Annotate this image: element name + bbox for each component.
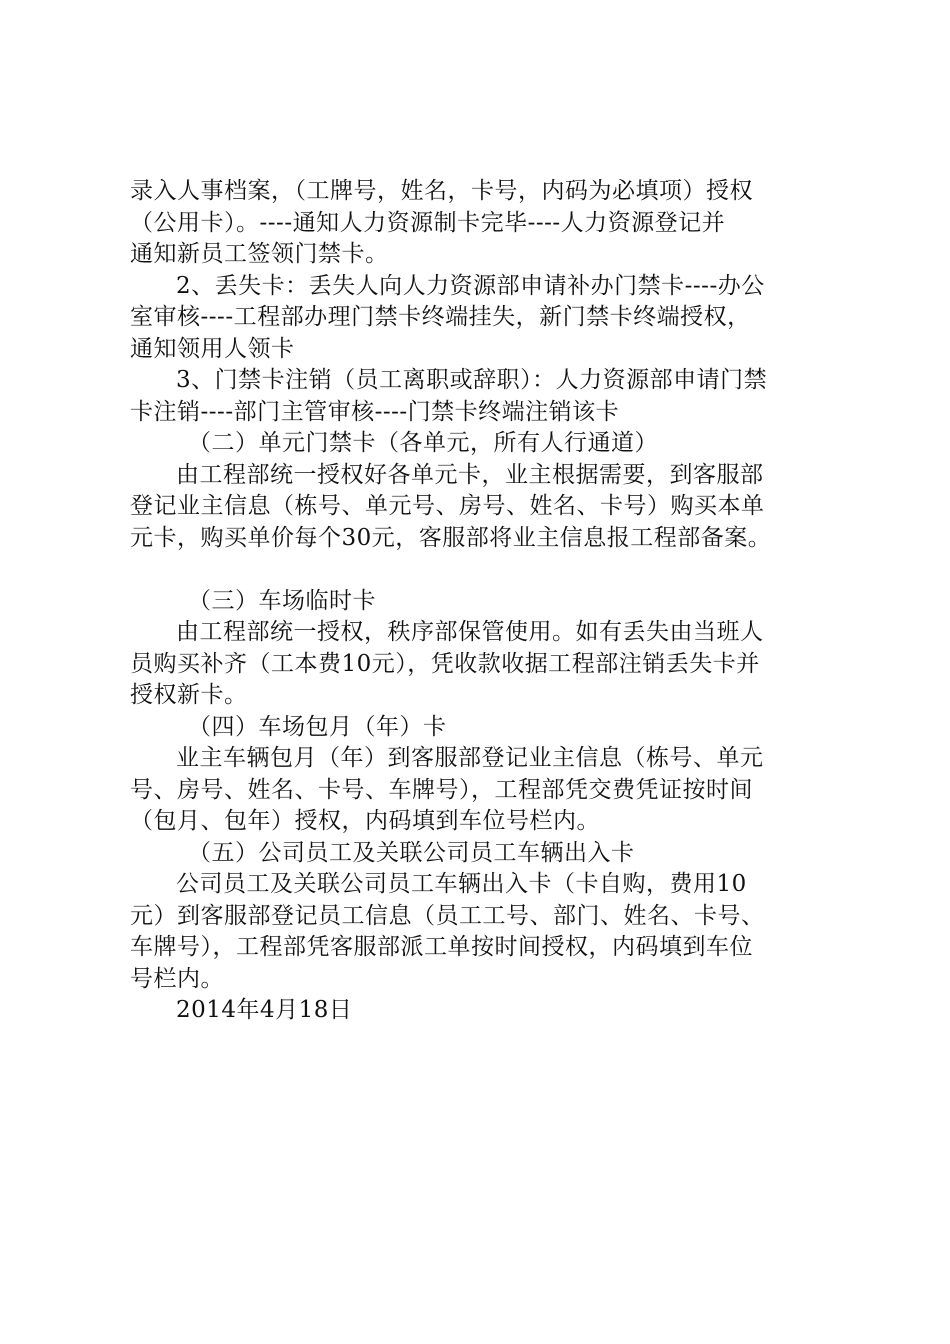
text-line: 卡注销----部门主管审核----门禁卡终端注销该卡 [130,398,620,425]
document-page [130,176,830,1027]
section-heading-2: （二）单元门禁卡（各单元，所有人行通道） [188,430,658,456]
text-line-item-2: 2、丢失卡：丢失人向人力资源部申请补办门禁卡----办公 [176,272,765,299]
text-line: 元）到客服部登记员工信息（员工工号、部门、姓名、卡号、 [130,902,765,929]
text-line: 登记业主信息（栋号、单元号、房号、姓名、卡号）购买本单 [130,493,765,519]
text-line: 车牌号），工程部凭客服部派工单按时间授权，内码填到车位 [130,934,753,960]
text-line: 业主车辆包月（年）到客服部登记业主信息（栋号、单元 [176,745,764,771]
text-line: 号栏内。 [130,965,224,992]
text-line: （公用卡）。----通知人力资源制卡完毕----人力资源登记并 [130,209,726,236]
section-heading-5: （五）公司员工及关联公司员工车辆出入卡 [188,839,635,866]
text-line: （包月、包年）授权，内码填到车位号栏内。 [130,808,600,834]
text-line: 由工程部统一授权好各单元卡，业主根据需要，到客服部 [176,461,764,488]
text-line: 通知领用人领卡 [130,335,295,362]
text-line: 录入人事档案，（工牌号，姓名，卡号，内码为必填项）授权 [130,178,753,204]
text-line: 室审核----工程部办理门禁卡终端挂失，新门禁卡终端授权， [130,304,751,330]
text-line: 员购买补齐（工本费10元），凭收款收据工程部注销丢失卡并 [130,650,760,677]
section-heading-3: （三）车场临时卡 [188,587,376,614]
text-line: 由工程部统一授权，秩序部保管使用。如有丢失由当班人 [176,619,764,645]
document-date: 2014年4月18日 [176,997,353,1023]
section-heading-4: （四）车场包月（年）卡 [188,713,447,740]
text-line: 授权新卡。 [130,682,248,708]
text-line: 元卡，购买单价每个30元，客服部将业主信息报工程部备案。 [130,524,772,551]
text-line: 通知新员工签领门禁卡。 [130,241,389,267]
text-line: 号、房号、姓名、卡号、车牌号），工程部凭交费凭证按时间 [130,776,753,803]
blank-line [130,554,830,586]
text-line: 公司员工及关联公司员工车辆出入卡（卡自购，费用10 [176,871,747,897]
text-line-item-3: 3、门禁卡注销（员工离职或辞职）：人力资源部申请门禁 [176,367,768,393]
